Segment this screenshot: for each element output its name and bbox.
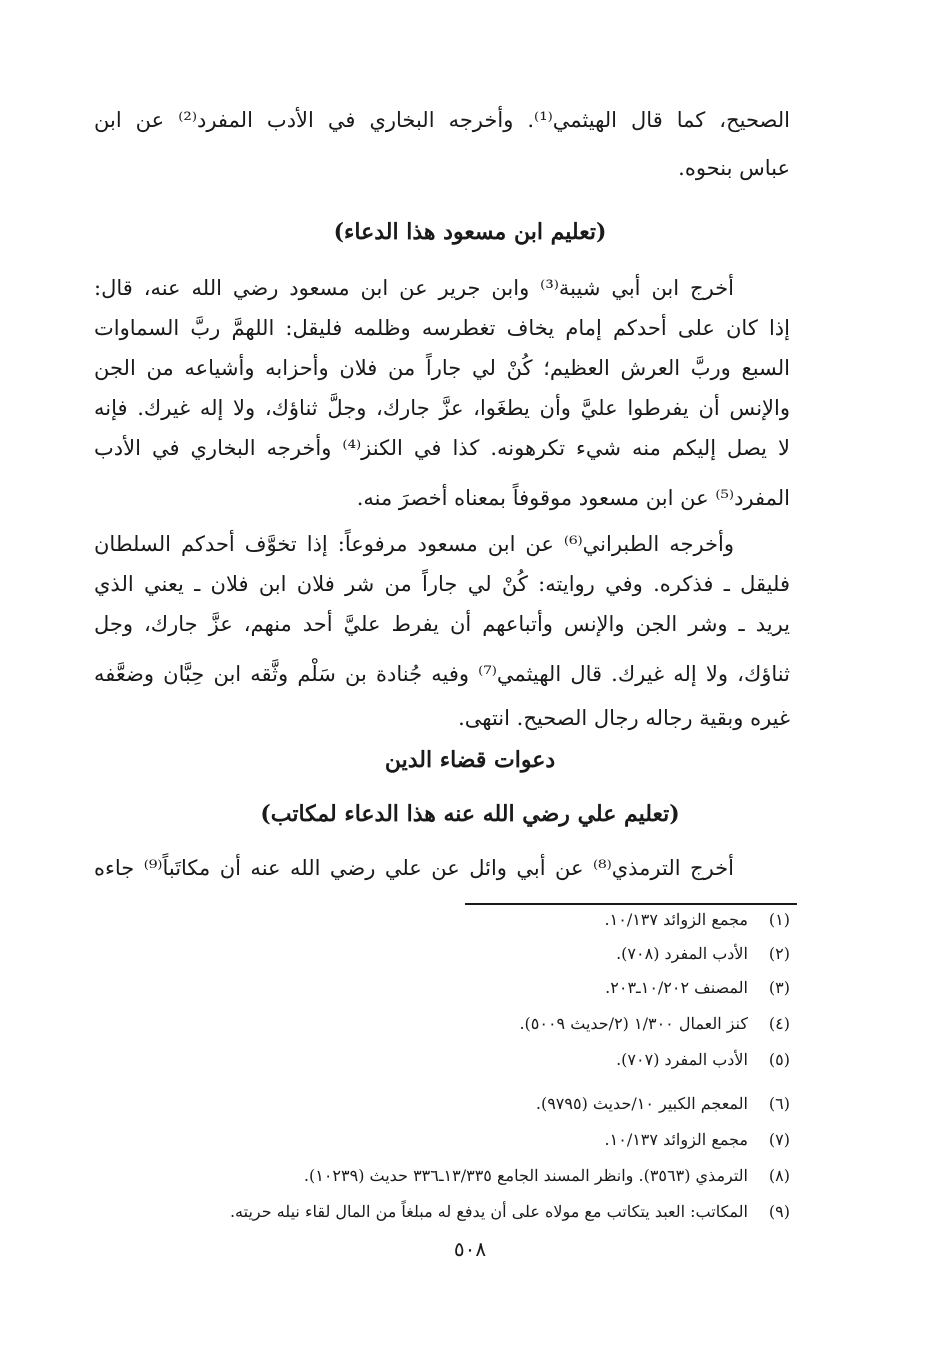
text-line: وأخرجه الطبراني⁽⁶⁾ عن ابن مسعود مرفوعاً: إذا تخوَّف أحدكم السلطان	[94, 532, 734, 556]
footnote-number: (٧)	[768, 1130, 790, 1149]
footnote-number: (٤)	[768, 1014, 790, 1033]
text-line: الصحيح، كما قال الهيثمي⁽¹⁾. وأخرجه البخاري في الأدب المفرد⁽²⁾ عن ابن	[94, 108, 790, 132]
section-heading: (تعليم علي رضي الله عنه هذا الدعاء لمكاتب)	[260, 801, 680, 827]
footnote-text: كنز العمال ١/٣٠٠ (٢/حديث ٥٠٠٩).	[519, 1014, 748, 1033]
text-line: لا يصل إليكم منه شيء تكرهونه. كذا في الكنز⁽⁴⁾ وأخرجه البخاري في الأدب	[94, 436, 790, 460]
footnote-number: (٩)	[768, 1202, 790, 1221]
footnote-text: الترمذي (٣٥٦٣). وانظر المسند الجامع ١٣/٣٣٥ـ٣٣٦ حديث (١٠٢٣٩).	[303, 1166, 748, 1185]
text-line: ثناؤك، ولا إله غيرك. قال الهيثمي⁽⁷⁾ وفيه جُنادة بن سَلْم وثَّقه ابن حِبَّان وضعَّفه	[94, 662, 790, 686]
footnote-text: مجمع الزوائد ١٠/١٣٧.	[604, 910, 748, 929]
footnote	[90, 972, 790, 1004]
text-line: يريد ـ وشر الجن والإنس وأتباعهم أن يفرط عليَّ أحد منهم، عزَّ جارك، وجل	[94, 612, 790, 636]
text-line: السبع وربَّ العرش العظيم؛ كُنْ لي جاراً من فلان وأحزابه وأشياعه من الجن	[94, 356, 790, 380]
footnote-number: (١)	[768, 910, 790, 929]
footnote-text: المكاتب: العبد يتكاتب مع مولاه على أن يدفع له مبلغاً من المال لقاء نيله حريته.	[229, 1202, 748, 1221]
footnote	[90, 904, 790, 936]
footnote	[90, 1008, 790, 1040]
text-line: أخرج ابن أبي شيبة⁽³⁾ وابن جرير عن ابن مسعود رضي الله عنه، قال:	[94, 276, 734, 300]
footnote-text: المعجم الكبير ١٠/حديث (٩٧٩٥).	[535, 1094, 748, 1113]
footnote	[90, 1044, 790, 1076]
footnote-text: مجمع الزوائد ١٠/١٣٧.	[604, 1130, 748, 1149]
text-line: إذا كان على أحدكم إمام يخاف تغطرسه وظلمه فليقل: اللهمَّ ربَّ السماوات	[94, 316, 790, 340]
footnote-number: (٦)	[768, 1094, 790, 1113]
footnote-text: المصنف ١٠/٢٠٢ـ٢٠٣.	[605, 978, 748, 997]
footnote-number: (٨)	[768, 1166, 790, 1185]
footnote	[90, 938, 790, 970]
section-heading: (تعليم ابن مسعود هذا الدعاء)	[333, 219, 607, 245]
footnote-text: الأدب المفرد (٧٠٨).	[616, 944, 748, 963]
text-line: غيره وبقية رجاله رجال الصحيح. انتهى.	[458, 706, 790, 730]
section-heading: دعوات قضاء الدين	[384, 747, 556, 773]
text-line: والإنس أن يفرطوا عليَّ وأن يطغَوا، عزَّ جارك، وجلَّ ثناؤك، ولا إله غيرك. فإنه	[94, 396, 790, 420]
text-line: أخرج الترمذي⁽⁸⁾ عن أبي وائل عن علي رضي الله عنه أن مكاتَباً⁽⁹⁾ جاءه	[94, 856, 734, 880]
footnote	[90, 1160, 790, 1192]
footnote-number: (٥)	[768, 1050, 790, 1069]
footnote-number: (٣)	[768, 978, 790, 997]
text-line: المفرد⁽⁵⁾ عن ابن مسعود موقوفاً بمعناه أخصرَ منه.	[356, 486, 790, 510]
footnote-number: (٢)	[768, 944, 790, 963]
text-line: فليقل ـ فذكره. وفي روايته: كُنْ لي جاراً من شر فلان ابن فلان ـ يعني الذي	[94, 572, 790, 596]
footnote	[90, 1088, 790, 1120]
text-line: عباس بنحوه.	[678, 156, 790, 180]
footnote	[90, 1196, 790, 1228]
footnote	[90, 1124, 790, 1156]
page-number: ٥٠٨	[453, 1237, 487, 1261]
footnote-text: الأدب المفرد (٧٠٧).	[616, 1050, 748, 1069]
